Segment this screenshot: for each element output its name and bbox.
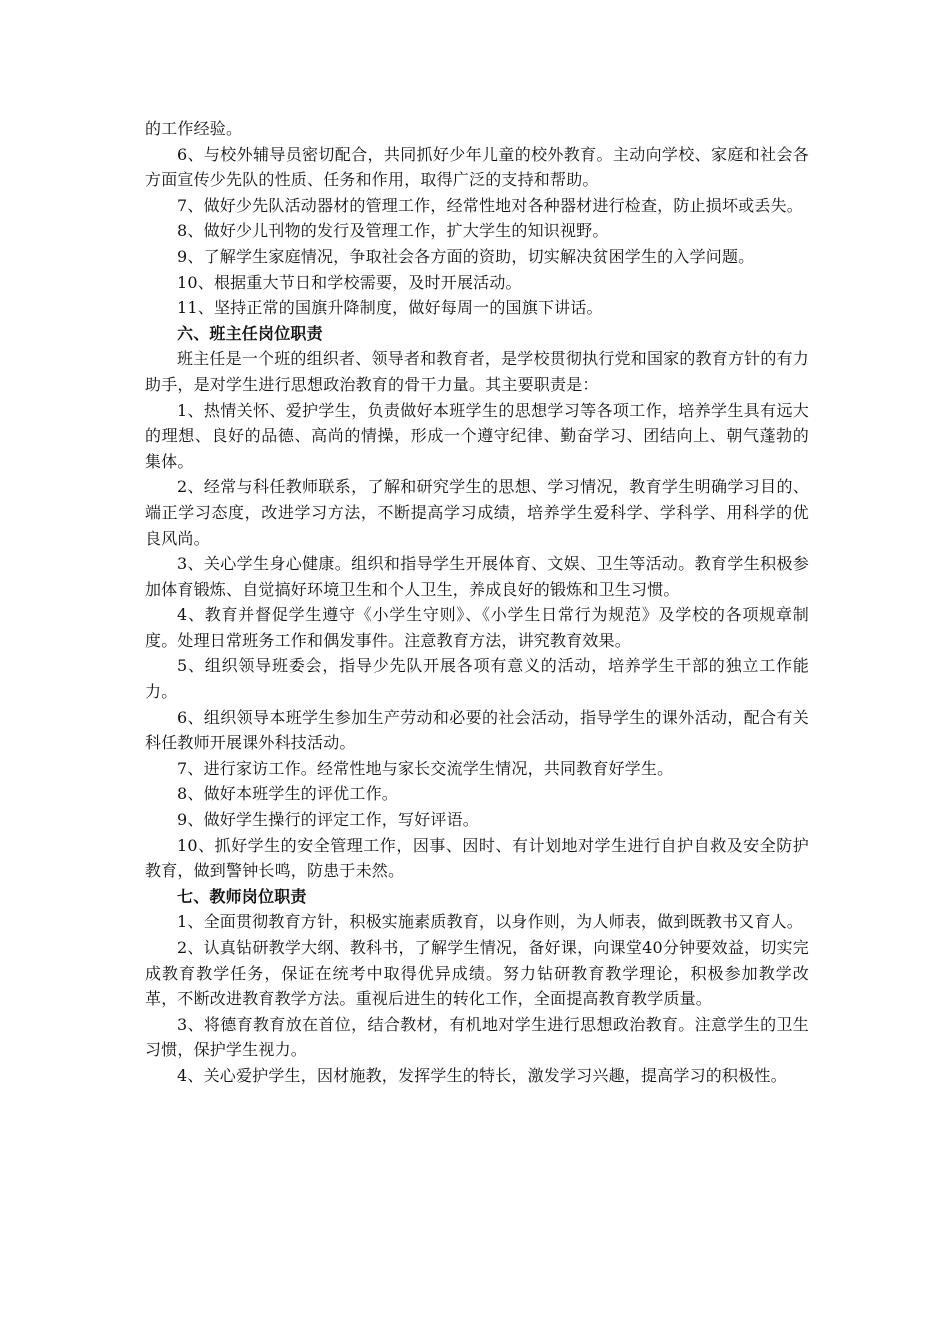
paragraph-teacher-2: 2、认真钻研教学大纲、教科书，了解学生情况，备好课，向课堂40分钟要效益，切实完成教育教学任务，保证在统考中取得优异成绩。努力钻研教育教学理论，积极参加教学改革，不断改进教育教学方法。重视后进生的转化工作，全面提高教育教学质量。 xyxy=(145,938,809,1009)
paragraph-head-teacher-10: 10、抓好学生的安全管理工作，因事、因时、有计划地对学生进行自护自救及安全防护教育，做到警钟长鸣，防患于未然。 xyxy=(145,835,809,881)
paragraph-item-7-equipment: 7、做好少先队活动器材的管理工作，经常性地对各种器材进行检查，防止损坏或丢失。 xyxy=(177,195,803,215)
paragraph-head-teacher-5: 5、组织领导班委会，指导少先队开展各项有意义的活动，培养学生干部的独立工作能力。 xyxy=(145,656,809,702)
paragraph-head-teacher-intro: 班主任是一个班的组织者、领导者和教育者，是学校贯彻执行党和国家的教育方针的有力助手，是对学生进行思想政治教育的骨干力量。其主要职责是： xyxy=(145,349,809,394)
paragraph-teacher-4: 4、关心爱护学生，因材施教，发挥学生的特长，激发学习兴趣，提高学习的积极性。 xyxy=(177,1065,787,1085)
paragraph-item-8-publications: 8、做好少儿刊物的发行及管理工作，扩大学生的知识视野。 xyxy=(177,221,609,241)
section-heading-teacher: 七、教师岗位职责 xyxy=(177,886,307,906)
document-body xyxy=(145,116,809,1089)
paragraph-head-teacher-8: 8、做好本班学生的评优工作。 xyxy=(177,784,398,804)
paragraph-head-teacher-2: 2、经常与科任教师联系，了解和研究学生的思想、学习情况，教育学生明确学习目的、端正学习态度，改进学习方法，不断提高学习成绩，培养学生爱科学、学科学、用科学的优良风尚。 xyxy=(145,477,809,548)
paragraph-head-teacher-6: 6、组织领导本班学生参加生产劳动和必要的社会活动，指导学生的课外活动，配合有关科任教师开展课外科技活动。 xyxy=(145,707,809,753)
section-heading-head-teacher: 六、班主任岗位职责 xyxy=(177,323,323,343)
paragraph-item-10-holidays: 10、根据重大节日和学校需要，及时开展活动。 xyxy=(177,272,522,292)
paragraph-head-teacher-3: 3、关心学生身心健康。组织和指导学生开展体育、文娱、卫生等活动。教育学生积极参加体育锻炼、自觉搞好环境卫生和个人卫生，养成良好的锻炼和卫生习惯。 xyxy=(145,554,809,599)
paragraph-head-teacher-9: 9、做好学生操行的评定工作，写好评语。 xyxy=(177,810,479,830)
paragraph-head-teacher-7: 7、进行家访工作。经常性地与家长交流学生情况，共同教育好学生。 xyxy=(177,758,674,778)
paragraph-teacher-1: 1、全面贯彻教育方针，积极实施素质教育，以身作则，为人师表，做到既教书又育人。 xyxy=(177,912,803,932)
paragraph-continuation: 的工作经验。 xyxy=(145,119,243,138)
paragraph-head-teacher-4: 4、教育并督促学生遵守《小学生守则》、《小学生日常行为规范》及学校的各项规章制度。处理日常班务工作和偶发事件。注意教育方法，讲究教育效果。 xyxy=(145,605,809,650)
paragraph-item-11-flag: 11、坚持正常的国旗升降制度，做好每周一的国旗下讲话。 xyxy=(177,298,603,318)
paragraph-item-9-family: 9、了解学生家庭情况，争取社会各方面的资助，切实解决贫困学生的入学问题。 xyxy=(177,246,755,266)
paragraph-teacher-3: 3、将德育教育放在首位，结合教材，有机地对学生进行思想政治教育。注意学生的卫生习惯，保护学生视力。 xyxy=(145,1014,809,1060)
paragraph-head-teacher-1: 1、热情关怀、爱护学生，负责做好本班学生的思想学习等各项工作，培养学生具有远大的理想、良好的品德、高尚的情操，形成一个遵守纪律、勤奋学习、团结向上、朝气蓬勃的集体。 xyxy=(145,400,809,471)
paragraph-item-6-counselor: 6、与校外辅导员密切配合，共同抓好少年儿童的校外教育。主动向学校、家庭和社会各方面宣传少先队的性质、任务和作用，取得广泛的支持和帮助。 xyxy=(145,144,809,190)
